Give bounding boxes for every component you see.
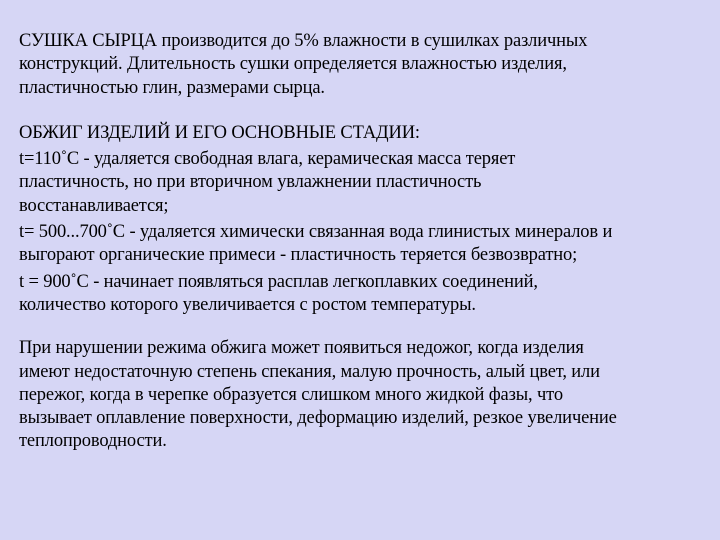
stage-900-line-2: количество которого увеличивается с ростом температуры. xyxy=(19,294,476,315)
drying-line-3: пластичностью глин, размерами сырца. xyxy=(19,77,325,98)
violation-line-2: имеют недостаточную степень спекания, малую прочность, алый цвет, или xyxy=(19,361,600,382)
violation-line-1: При нарушении режима обжига может появиться недожог, когда изделия xyxy=(19,338,584,359)
violation-line-3: пережог, когда в черепке образуется слишком много жидкой фазы, что xyxy=(19,384,563,405)
slide-content xyxy=(19,30,689,454)
stage-500-700-line-2: выгорают органические примеси - пластичность теряется безвозвратно; xyxy=(19,245,578,266)
stage-110-line-3: восстанавливается; xyxy=(19,195,169,216)
stage-500-700-paragraph xyxy=(19,221,689,268)
firing-violation-paragraph xyxy=(19,337,689,453)
stage-110-line-1: t=110˚С - удаляется свободная влага, керамическая масса теряет xyxy=(19,149,516,170)
drying-paragraph xyxy=(19,30,689,100)
firing-heading: ОБЖИГ ИЗДЕЛИЙ И ЕГО ОСНОВНЫЕ СТАДИИ: xyxy=(19,122,420,143)
violation-line-4: вызывает оплавление поверхности, деформацию изделий, резкое увеличение xyxy=(19,408,617,429)
stage-110-paragraph xyxy=(19,148,689,218)
drying-line-2: конструкций. Длительность сушки определяется влажностью изделия, xyxy=(19,54,567,75)
stage-110-line-2: пластичность, но при вторичном увлажнении пластичность xyxy=(19,172,482,193)
drying-line-1: СУШКА СЫРЦА производится до 5% влажности в сушилках различных xyxy=(19,31,588,51)
stage-900-line-1: t = 900˚С - начинает появляться расплав легкоплавких соединений, xyxy=(19,271,538,292)
violation-line-5: теплопроводности. xyxy=(19,431,167,452)
stage-900-paragraph xyxy=(19,271,689,318)
stage-500-700-line-1: t= 500...700˚С - удаляется химически связанная вода глинистых минералов и xyxy=(19,222,613,243)
